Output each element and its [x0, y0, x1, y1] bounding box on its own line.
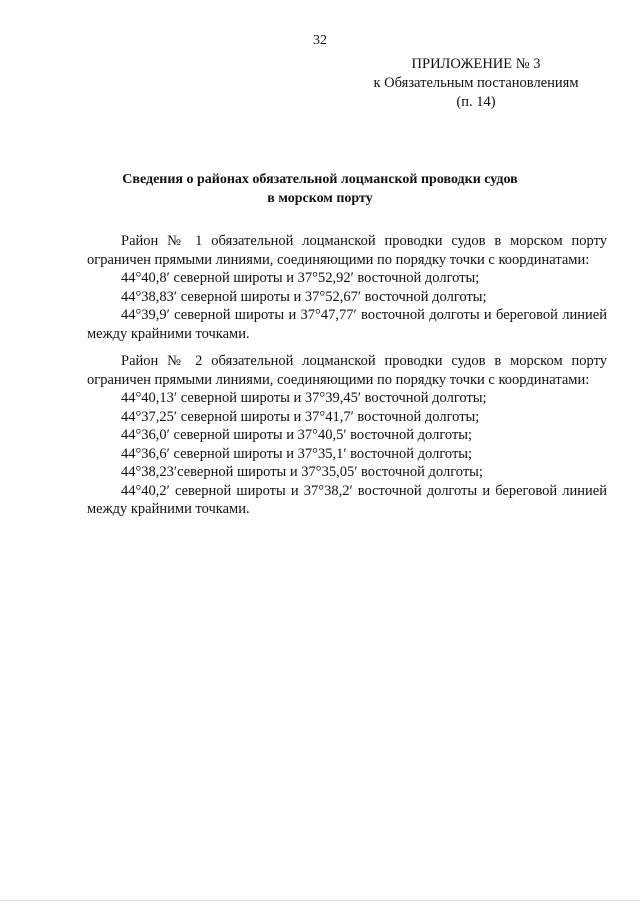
district-1-section	[87, 232, 607, 343]
district-2-section	[87, 352, 607, 519]
page-bottom-edge	[0, 900, 640, 901]
appendix-title: ПРИЛОЖЕНИЕ № 3	[411, 56, 541, 72]
page-number: 32	[313, 33, 327, 48]
district-1-coordinate: 44°38,83′ северной широты и 37°52,67′ восточной долготы;	[121, 288, 487, 305]
district-1-intro: Район № 1 обязательной лоцманской проводки судов в морском порту ограничен прямыми линиями, соединяющими по порядку точки с координатами:	[87, 233, 607, 268]
title-line-2: в морском порту	[267, 191, 373, 206]
appendix-reference: к Обязательным постановлениям	[373, 75, 579, 91]
district-1-coordinate: 44°39,9′ северной широты и 37°47,77′ восточной долготы и береговой линией между крайними точками.	[87, 307, 607, 342]
district-2-intro: Район № 2 обязательной лоцманской проводки судов в морском порту ограничен прямыми линиями, соединяющими по порядку точки с координатами:	[87, 353, 607, 388]
title-line-1: Сведения о районах обязательной лоцманской проводки судов	[122, 172, 518, 187]
district-2-coordinate: 44°40,2′ северной широты и 37°38,2′ восточной долготы и береговой линией между крайними точками.	[87, 482, 607, 517]
document-title	[0, 170, 640, 208]
district-2-coordinate: 44°38,23′северной широты и 37°35,05′ восточной долготы;	[121, 464, 483, 480]
district-1-coordinate: 44°40,8′ северной широты и 37°52,92′ восточной долготы;	[121, 270, 480, 286]
district-2-coordinate: 44°36,0′ северной широты и 37°40,5′ восточной долготы;	[121, 427, 473, 443]
district-2-coordinate: 44°40,13′ северной широты и 37°39,45′ восточной долготы;	[121, 390, 487, 406]
district-2-coordinate: 44°36,6′ северной широты и 37°35,1′ восточной долготы;	[121, 445, 473, 462]
district-2-coordinate: 44°37,25′ северной широты и 37°41,7′ восточной долготы;	[121, 408, 480, 425]
appendix-clause: (п. 14)	[456, 94, 496, 110]
appendix-header	[366, 55, 586, 112]
